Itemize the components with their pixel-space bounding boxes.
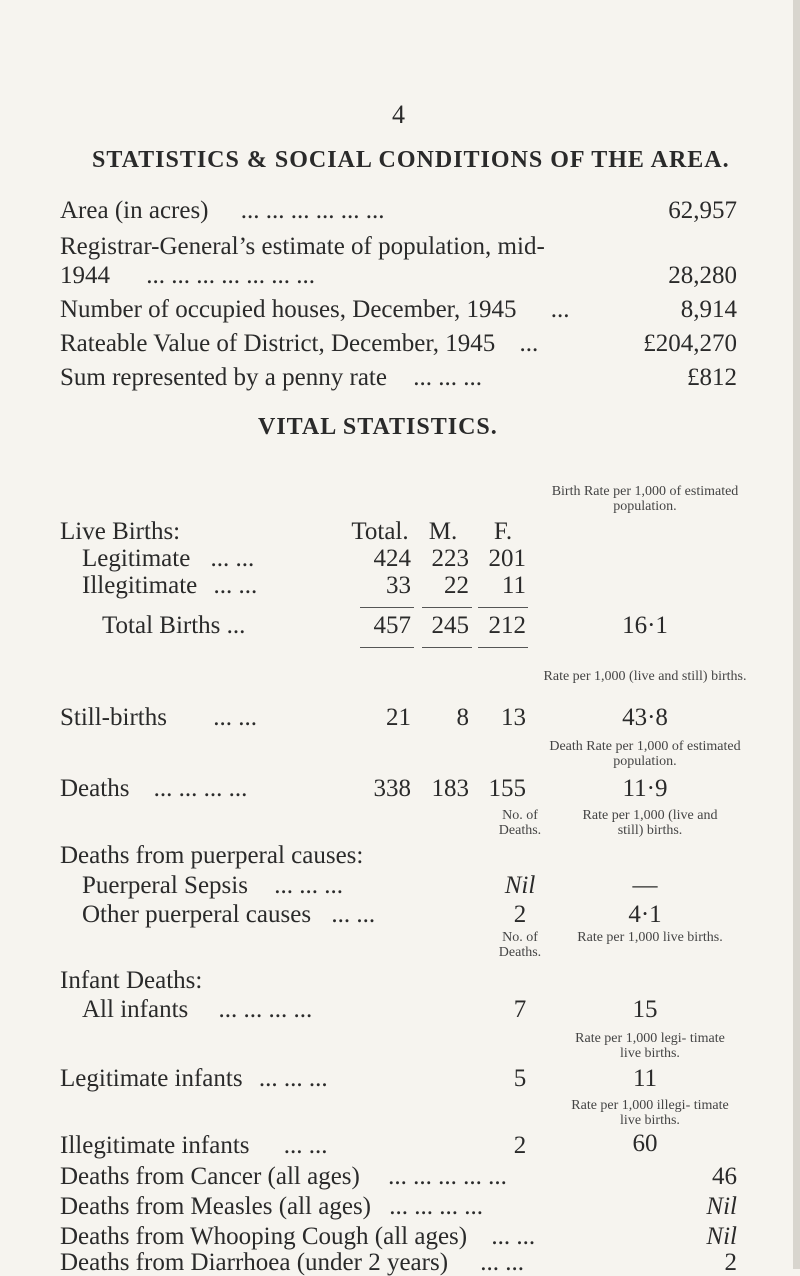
measles-deaths-label: Deaths from Measles (all ages) ... ... ... ... (60, 1193, 483, 1220)
penny-rate-value: £812 (687, 364, 737, 391)
illegitimate-label: Illegitimate ... ... (82, 572, 258, 599)
infant-heading: Infant Deaths: (60, 967, 203, 994)
deaths-label: Deaths ... ... ... ... (60, 775, 248, 802)
population-value: 28,280 (668, 262, 737, 289)
legitimate-label: Legitimate ... ... (82, 545, 255, 572)
birth-rate-note: Birth Rate per 1,000 of estimated population. (551, 484, 739, 514)
death-rate-value: 11·9 (622, 775, 668, 802)
total-births-m: 245 (431, 612, 469, 639)
rateable-label: Rateable Value of District, December, 1945 ... (60, 330, 539, 357)
puerperal-sepsis-label: Puerperal Sepsis ... ... ... (82, 872, 343, 899)
penny-rate-label: Sum represented by a penny rate ... ... ... (60, 364, 482, 391)
legitimate-infants-note: Rate per 1,000 legi- timate live births. (575, 1031, 725, 1061)
stillbirth-rate-note: Rate per 1,000 (live and still) births. (543, 669, 747, 684)
population-label: Registrar-General’s estimate of population, mid- (60, 233, 545, 260)
houses-label: Number of occupied houses, December, 1945 ... (60, 296, 570, 323)
all-infants-label: All infants ... ... ... ... (82, 996, 313, 1023)
diarrhoea-deaths-label: Deaths from Diarrhoea (under 2 years) ... ... (60, 1249, 525, 1276)
whooping-cough-deaths-label: Deaths from Whooping Cough (all ages) ... ... (60, 1223, 536, 1250)
puerperal-rate-note: Rate per 1,000 (live and still) births. (582, 808, 718, 838)
all-infants-value: 7 (513, 996, 527, 1023)
other-puerperal-value: 2 (513, 901, 527, 928)
population-label-year: 1944 ... ... ... ... ... ... ... (60, 262, 315, 289)
rule-f-top (478, 607, 528, 608)
infant-no-of-deaths: No. of Deaths. (498, 930, 542, 960)
total-births-f: 212 (488, 612, 526, 639)
header-m: M. (428, 518, 458, 545)
other-puerperal-rate: 4·1 (628, 901, 662, 928)
deaths-total: 338 (373, 775, 411, 802)
cancer-deaths-value: 46 (712, 1163, 737, 1190)
legitimate-infants-label: Legitimate infants ... ... ... (60, 1065, 328, 1092)
page-heading: STATISTICS & SOCIAL CONDITIONS OF THE AREA. (92, 147, 730, 173)
houses-value: 8,914 (680, 296, 737, 323)
measles-deaths-value: Nil (706, 1193, 737, 1220)
illegitimate-m: 22 (444, 572, 469, 599)
deaths-m: 183 (431, 775, 469, 802)
rateable-value: £204,270 (643, 330, 737, 357)
puerperal-sepsis-rate: — (632, 872, 658, 899)
stillbirths-total: 21 (386, 704, 411, 731)
puerperal-no-of-deaths: No. of Deaths. (498, 808, 542, 838)
stillbirths-m: 8 (456, 704, 469, 731)
puerperal-sepsis-value: Nil (504, 872, 536, 899)
other-puerperal-label: Other puerperal causes ... ... (82, 901, 376, 928)
diarrhoea-deaths-value: 2 (724, 1249, 737, 1276)
page-edge (793, 0, 800, 1269)
birth-rate-value: 16·1 (622, 612, 668, 639)
header-f: F. (493, 518, 513, 545)
rule-m-top (422, 607, 472, 608)
stillbirths-f: 13 (501, 704, 526, 731)
deaths-f: 155 (488, 775, 526, 802)
illegitimate-infants-value: 2 (513, 1132, 527, 1159)
rule-total-bottom (360, 647, 414, 648)
header-total: Total. (351, 518, 409, 545)
illegitimate-f: 11 (501, 572, 526, 599)
total-births-total: 457 (373, 612, 411, 639)
illegitimate-infants-label: Illegitimate infants ... ... (60, 1132, 328, 1159)
illegitimate-infants-note: Rate per 1,000 illegi- timate live births. (571, 1098, 729, 1128)
total-births-label: Total Births ... (102, 612, 246, 639)
legitimate-m: 223 (431, 545, 469, 572)
rule-f-bottom (478, 647, 528, 648)
rule-m-bottom (422, 647, 472, 648)
illegitimate-total: 33 (386, 572, 411, 599)
illegitimate-infants-rate: 60 (632, 1130, 658, 1157)
rule-total-top (360, 607, 414, 608)
stillbirth-rate-value: 43·8 (622, 704, 668, 731)
legitimate-f: 201 (488, 545, 526, 572)
puerperal-heading: Deaths from puerperal causes: (60, 842, 364, 869)
live-births-label: Live Births: (60, 518, 181, 545)
legitimate-infants-value: 5 (513, 1065, 527, 1092)
all-infants-rate: 15 (632, 996, 658, 1023)
area-label: Area (in acres) ... ... ... ... ... ... (60, 197, 385, 224)
legitimate-total: 424 (373, 545, 411, 572)
page-number: 4 (392, 100, 405, 129)
cancer-deaths-label: Deaths from Cancer (all ages) ... ... ... ... ... (60, 1163, 507, 1190)
vital-heading: VITAL STATISTICS. (258, 414, 498, 440)
infant-rate-note: Rate per 1,000 live births. (577, 930, 723, 945)
area-value: 62,957 (668, 197, 737, 224)
stillbirths-label: Still-births ... ... (60, 704, 257, 731)
whooping-cough-deaths-value: Nil (706, 1223, 737, 1250)
legitimate-infants-rate: 11 (632, 1065, 658, 1092)
death-rate-note: Death Rate per 1,000 of estimated population. (549, 739, 741, 769)
